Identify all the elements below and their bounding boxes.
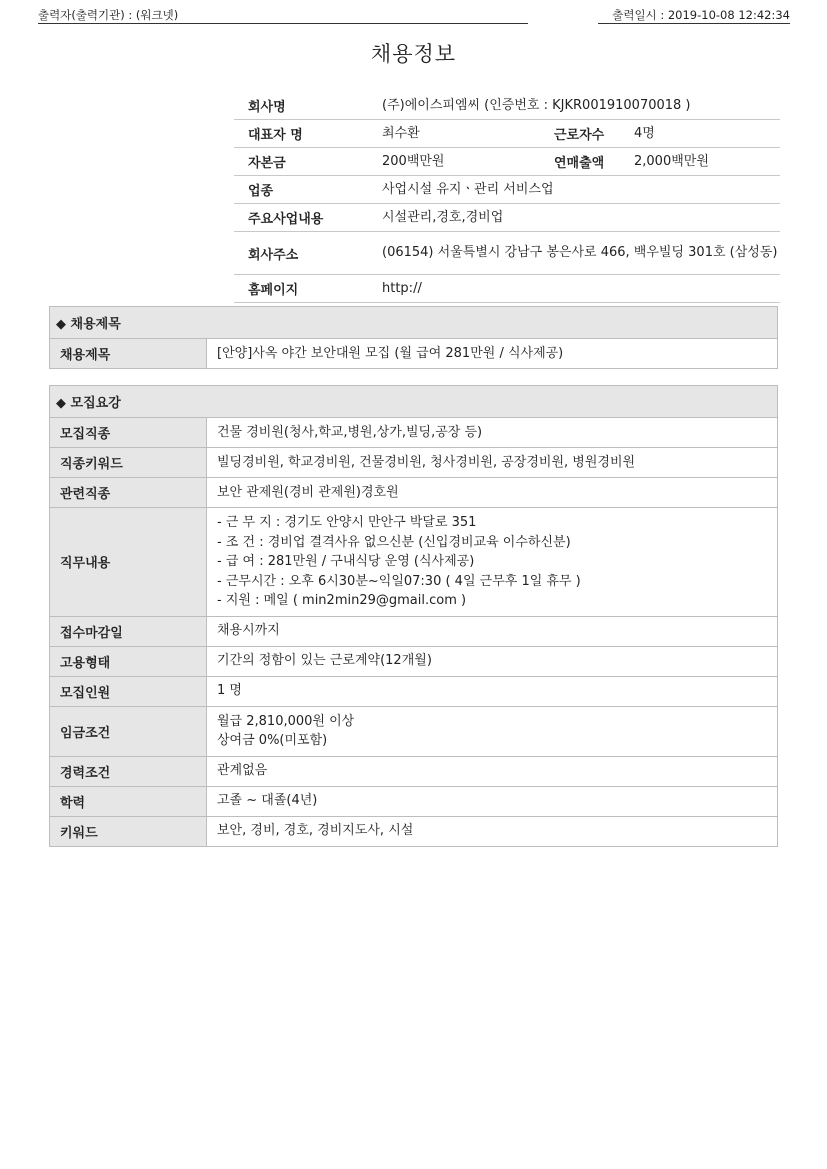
print-header [38, 7, 790, 23]
requirement-label: 직무내용 [50, 508, 207, 617]
requirement-value [207, 448, 778, 478]
requirement-value [207, 646, 778, 676]
recruit-title-label: 채용제목 [50, 339, 207, 369]
requirement-row [50, 756, 778, 786]
sales-value: 2,000백만원 [620, 148, 780, 176]
requirements-section-header: ◆ 모집요강 [50, 386, 778, 418]
workers-label: 근로자수 [554, 120, 620, 148]
requirement-value [207, 756, 778, 786]
requirement-row [50, 676, 778, 706]
recruit-title-section-header: ◆ 채용제목 [50, 307, 778, 339]
requirement-value-line: - 지원 : 메일 ( min2min29@gmail.com ) [217, 593, 467, 608]
company-industry-row [234, 176, 780, 204]
company-name-value: (주)에이스피엠씨 (인증번호 : KJKR001910070018 ) [368, 92, 780, 120]
requirement-label: 키워드 [50, 816, 207, 846]
company-capital-row [234, 148, 780, 176]
requirement-value-line: 채용시까지 [217, 623, 280, 639]
requirement-value-line: - 근 무 지 : 경기도 안양시 만안구 박달로 351 [217, 515, 477, 530]
requirement-row [50, 418, 778, 448]
requirement-label: 학력 [50, 786, 207, 816]
requirement-row [50, 816, 778, 846]
recruit-title-value: [안양]사옥 야간 보안대원 모집 (월 급여 281만원 / 식사제공) [207, 339, 778, 369]
requirement-row [50, 706, 778, 756]
requirement-label: 임금조건 [50, 706, 207, 756]
requirement-label: 경력조건 [50, 756, 207, 786]
requirement-value [207, 786, 778, 816]
requirement-value [207, 478, 778, 508]
requirement-label: 관련직종 [50, 478, 207, 508]
requirement-value-line: 건물 경비원(청사,학교,병원,상가,빌딩,공장 등) [217, 424, 483, 440]
requirement-row [50, 478, 778, 508]
company-info-table [234, 92, 780, 303]
requirement-label: 접수마감일 [50, 616, 207, 646]
requirement-label: 직종키워드 [50, 448, 207, 478]
homepage-label: 홈페이지 [234, 275, 368, 303]
company-ceo-row [234, 120, 780, 148]
business-label: 주요사업내용 [234, 204, 368, 232]
company-address-row [234, 232, 780, 275]
workers-value: 4명 [620, 120, 780, 148]
sales-label: 연매출액 [554, 148, 620, 176]
requirement-label: 고용형태 [50, 646, 207, 676]
requirement-row [50, 448, 778, 478]
requirement-value [207, 508, 778, 617]
capital-value: 200백만원 [368, 148, 554, 176]
ceo-label: 대표자 명 [234, 120, 368, 148]
requirement-value-line: 고졸 ~ 대졸(4년) [217, 793, 318, 809]
requirement-row [50, 646, 778, 676]
requirement-row [50, 786, 778, 816]
company-business-row [234, 204, 780, 232]
company-homepage-row [234, 275, 780, 303]
recruit-title-section [49, 306, 778, 369]
capital-label: 자본금 [234, 148, 368, 176]
ceo-value: 최수환 [368, 120, 554, 148]
industry-label: 업종 [234, 176, 368, 204]
requirement-row [50, 616, 778, 646]
requirement-value [207, 676, 778, 706]
requirement-value-line: 기간의 정함이 있는 근로계약(12개월) [217, 653, 432, 669]
requirement-value-line: 빌딩경비원, 학교경비원, 건물경비원, 청사경비원, 공장경비원, 병원경비원 [217, 454, 636, 470]
requirement-value-line: 1 명 [217, 683, 242, 699]
address-label: 회사주소 [234, 232, 368, 275]
requirement-value [207, 706, 778, 756]
requirements-section [49, 385, 778, 847]
print-datetime: 출력일시 : 2019-10-08 12:42:34 [612, 8, 790, 22]
address-value: (06154) 서울특별시 강남구 봉은사로 466, 백우빌딩 301호 (삼성동) [368, 232, 780, 275]
header-divider-right [598, 23, 790, 24]
requirement-row [50, 508, 778, 617]
requirement-value-line: - 조 건 : 경비업 결격사유 없으신분 (신입경비교육 이수하신분) [217, 534, 571, 550]
header-divider [38, 23, 528, 24]
industry-value: 사업시설 유지ㆍ관리 서비스업 [368, 176, 780, 204]
requirement-label: 모집인원 [50, 676, 207, 706]
requirement-value [207, 616, 778, 646]
recruit-title-row [50, 339, 778, 369]
company-name-row [234, 92, 780, 120]
requirement-value-line: 월급 2,810,000원 이상 [217, 713, 355, 729]
requirement-value-line: 관계없음 [217, 763, 268, 779]
requirement-value-line: 상여금 0%(미포함) [217, 733, 328, 748]
printer-info: 출력자(출력기관) : (워크넷) [38, 8, 179, 22]
requirement-label: 모집직종 [50, 418, 207, 448]
requirement-value-line: 보안, 경비, 경호, 경비지도사, 시설 [217, 823, 414, 839]
homepage-link[interactable]: http:// [368, 275, 780, 303]
page-title: 채용정보 [370, 42, 457, 66]
requirement-value-line: 보안 관제원(경비 관제원)경호원 [217, 484, 399, 500]
company-name-label: 회사명 [234, 92, 368, 120]
requirement-value [207, 418, 778, 448]
requirement-value-line: - 급 여 : 281만원 / 구내식당 운영 (식사제공) [217, 554, 475, 569]
requirement-value [207, 816, 778, 846]
business-value: 시설관리,경호,경비업 [368, 204, 780, 232]
requirement-value-line: - 근무시간 : 오후 6시30분~익일07:30 ( 4일 근무후 1일 휴무 ) [217, 573, 581, 589]
